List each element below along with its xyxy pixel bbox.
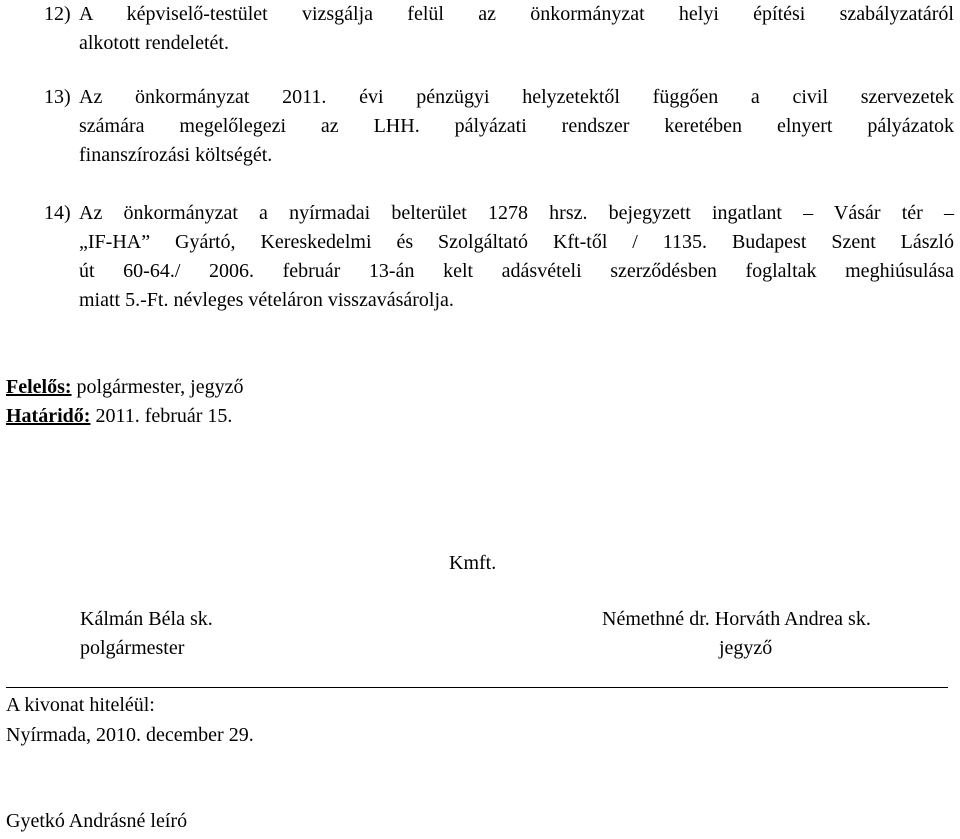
certification-line-2: Nyírmada, 2010. december 29. xyxy=(6,724,254,746)
deadline-line xyxy=(6,404,232,428)
list-item-14 xyxy=(44,199,954,315)
responsible-value: polgármester, jegyző xyxy=(76,376,244,398)
item-14-line-2: „IF-HA” Gyártó, Kereskedelmi és Szolgáltató Kft-től / 1135. Budapest Szent László xyxy=(79,231,954,253)
signer-right-title: jegyző xyxy=(719,637,773,659)
responsible-label: Felelős: xyxy=(6,376,72,398)
kmft-label: Kmft. xyxy=(449,552,497,574)
item-12-line-1: 12) A képviselő-testület vizsgálja felül az önkormányzat helyi építési szabályzatáról xyxy=(44,0,954,29)
item-14-number: 14) xyxy=(44,202,71,224)
writer-line: Gyetkó Andrásné leíró xyxy=(6,810,188,832)
list-item-12 xyxy=(44,0,954,58)
signer-left-title: polgármester xyxy=(80,637,185,659)
item-14-line-4: miatt 5.-Ft. névleges vételáron visszavásárolja. xyxy=(79,289,454,311)
signer-left-name: Kálmán Béla sk. xyxy=(80,608,213,630)
item-14-line-3: út 60-64./ 2006. február 13-án kelt adásvételi szerződésben foglaltak meghiúsulása xyxy=(79,260,954,282)
item-12-line-2: alkotott rendeletét. xyxy=(79,32,229,54)
item-13-line-2: számára megelőlegezi az LHH. pályázati rendszer keretében elnyert pályázatok xyxy=(79,115,954,137)
item-13-line-3: finanszírozási költségét. xyxy=(79,144,273,166)
deadline-label: Határidő: xyxy=(6,405,91,427)
item-14-line-1: 14) Az önkormányzat a nyírmadai belterület 1278 hrsz. bejegyzett ingatlant – Vásár tér – xyxy=(44,199,954,228)
responsible-line xyxy=(6,375,243,399)
item-12-number: 12) xyxy=(44,3,71,25)
item-13-number: 13) xyxy=(44,86,71,108)
signer-right-name: Némethné dr. Horváth Andrea sk. xyxy=(602,608,871,630)
certification-line-1: A kivonat hiteléül: xyxy=(6,694,155,716)
deadline-value: 2011. február 15. xyxy=(95,405,233,427)
divider-line xyxy=(6,687,948,688)
list-item-13 xyxy=(44,83,954,170)
item-13-line-1: 13) Az önkormányzat 2011. évi pénzügyi helyzetektől függően a civil szervezetek xyxy=(44,83,954,112)
